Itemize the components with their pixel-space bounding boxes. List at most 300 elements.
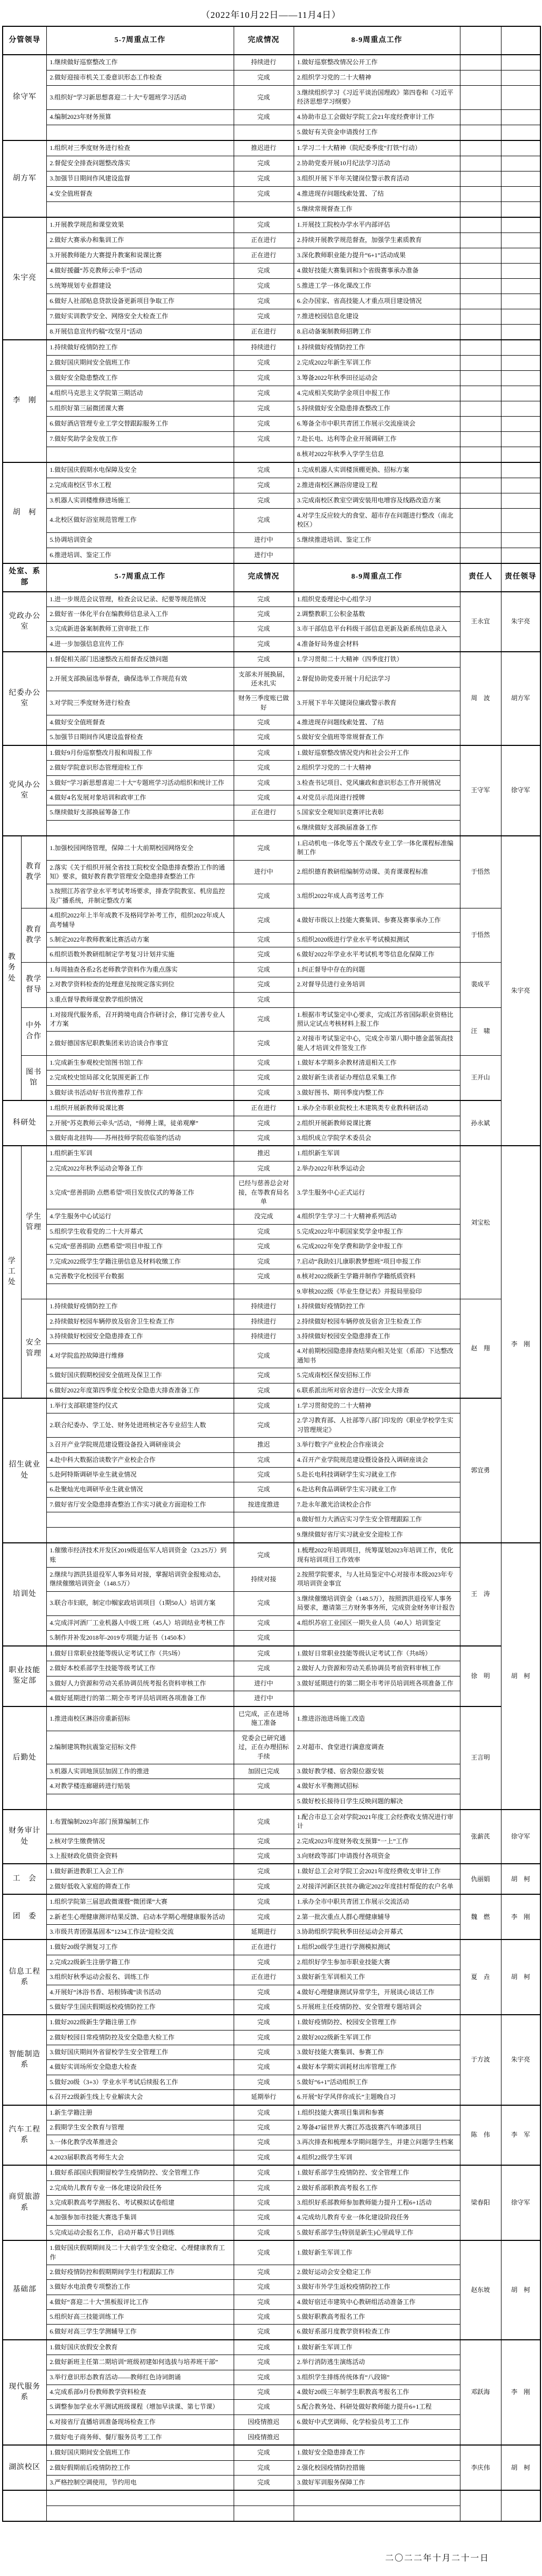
task-week8-9: 1.梳理2022年培训项目，统筹谋划2023年培训工作，优化现有培训项目工作效率 <box>294 1543 460 1567</box>
task-week8-9: 1.做好日常职业技能等级认定考试工作（共8场） <box>294 1646 460 1661</box>
task-week5-7: 2.做好低收入家庭的筛查工作 <box>46 1879 234 1894</box>
task-week5-7: 3.做好水电浪费专项整治工作 <box>46 2280 234 2295</box>
task-week5-7: 3.完成“慈善捐助 点燃希望”项目发放仪式的筹备工作 <box>46 1176 234 1209</box>
task-week8-9: 5.做好“6+1”活动组织工作 <box>294 2075 460 2089</box>
task-week5-7: 2.做好德国客尼职教集团来访洽谈合作事宜 <box>46 1032 234 1056</box>
task-week5-7: 5.继续做好支部换届筹备工作 <box>46 805 234 820</box>
task-week5-7: 3.一体化教学改革推进会 <box>46 2135 234 2150</box>
status-cell: 进行中 <box>234 548 294 563</box>
task-week8-9: 3.做好市外学生返校疫情防控工作 <box>294 2280 460 2295</box>
person-cell: 夏 垚 <box>460 1939 501 2015</box>
task-week5-7: 4.进一步加强信息宣传工作 <box>46 637 234 652</box>
task-week5-7: 7.完成2022级学生学籍注册信息及材料收缴工作 <box>46 1254 234 1269</box>
status-cell: 完成 <box>234 493 294 508</box>
task-week8-9: 5.推进工学一体化课改工作 <box>294 278 460 294</box>
task-week5-7: 5.组织好第三届微团课大赛 <box>46 401 234 416</box>
person-cell: 仇丽娟 <box>460 1864 501 1894</box>
status-cell: 完成 <box>234 2195 294 2210</box>
status-cell: 完成 <box>234 2280 294 2295</box>
task-week8-9: 6.筹备全市中职共青团工作展示交流座谈会 <box>294 416 460 431</box>
task-week8-9: 5.做好职教高考报名工作 <box>294 2310 460 2325</box>
leader-label: 徐守军 <box>3 55 46 140</box>
person-cell: 王言明 <box>460 1706 501 1810</box>
status-cell: 已经与慈善总会对接，在等教育局名单 <box>234 1176 294 1209</box>
dept-label: 湖滨校区 <box>3 2445 46 2490</box>
status-cell: 完成 <box>234 1955 294 1969</box>
task-week5-7: 3.召开产业学院规范建设暨设备投入调研座谈会 <box>46 1438 234 1452</box>
task-week5-7: 1.组织开展新教师说课比赛 <box>46 1100 234 1116</box>
task-week8-9: 2.做好2022级新生军训工作 <box>294 2030 460 2045</box>
task-week8-9: 4.推进现存问题线索处置、了结 <box>294 186 460 201</box>
task-week8-9: 1.做好本学期多余教材清退相关工作 <box>294 1056 460 1070</box>
person-cell <box>460 233 501 248</box>
task-week8-9: 3.组织成立学院学术委员会 <box>294 1131 460 1146</box>
status-cell: 完成 <box>234 1630 294 1646</box>
dept-label: 招生就业处 <box>3 1398 46 1543</box>
task-week8-9: 7.赴永年激光洽谈校企合作 <box>294 1497 460 1512</box>
footer-date: 二〇二二年十月二十一日 <box>385 2554 489 2563</box>
task-week8-9: 6.联系派出所对宿舍进行一次安全大排查 <box>294 1383 460 1398</box>
status-cell <box>234 2506 294 2522</box>
task-week8-9: 1.推进浴池进场施工改造 <box>294 1706 460 1731</box>
status-cell: 完成 <box>234 1910 294 1924</box>
task-week5-7: 1.做好新进教职工入会工作 <box>46 1864 234 1879</box>
status-cell: 完成 <box>234 1056 294 1070</box>
status-cell: 正在进行 <box>234 1939 294 1955</box>
dept-label: 科研处 <box>3 1100 46 1146</box>
task-week5-7: 5.加强节日期间作风建设监督检查 <box>46 730 234 745</box>
task-week5-7: 3.重点督导教师课堂教学组织情况 <box>46 992 234 1007</box>
task-week8-9: 1.学习贯彻二十大精神（四季度打铁） <box>294 652 460 667</box>
task-week8-9: 1.学习贯彻党的二十大精神 <box>294 1398 460 1413</box>
task-week5-7: 8.完善数字化校园平台数据 <box>46 1269 234 1284</box>
status-cell <box>234 1794 294 1810</box>
task-week8-9: 5.完成南校区保安招标工作 <box>294 1368 460 1383</box>
leader-cell <box>501 263 540 278</box>
status-cell: 因疫情推迟 <box>234 2415 294 2429</box>
status-cell: 完成 <box>234 1161 294 1176</box>
status-cell: 完成 <box>234 730 294 745</box>
task-week5-7: 7.做好省厅安全隐患排查整治工作实习就业方面迎检工作 <box>46 1497 234 1512</box>
status-cell: 持续进行 <box>234 1329 294 1344</box>
leader-cell <box>501 109 540 125</box>
task-week5-7: 3.机器人实训楼维修进场施工 <box>46 493 234 508</box>
status-cell: 完成 <box>234 637 294 652</box>
task-week8-9: 3.做好图书、期刊季度内整工作 <box>294 1085 460 1100</box>
task-week5-7: 3.按照江苏省学业水平考试考场要求，排查学院教室、机房监控及广播系统，并制定整改方案 <box>46 884 234 908</box>
status-cell: 完成 <box>234 2265 294 2279</box>
task-week8-9: 4.做好20级三年制学生职教高考报名工作 <box>294 2385 460 2400</box>
status-cell: 完成 <box>234 2180 294 2195</box>
status-cell: 完成 <box>234 1085 294 1100</box>
task-week8-9: 3.举行数字产业校企合作座谈会 <box>294 1438 460 1452</box>
task-week5-7: 7.做好实训教学安全、网络安全大检查工作 <box>46 309 234 324</box>
task-week5-7: 3.持续做好校园安全隐患排查工作 <box>46 1329 234 1344</box>
task-week5-7 <box>46 447 234 462</box>
status-cell: 进行中 <box>234 1691 294 1707</box>
leader-cell: 李 刚 <box>501 1146 540 1543</box>
status-cell <box>234 447 294 462</box>
task-week5-7: 6.做好酒店管理专业工学交替跟踪服务工作 <box>46 416 234 431</box>
status-cell: 完成 <box>234 217 294 233</box>
task-week8-9: 1.开展技工院校办学水平内部评估 <box>294 217 460 233</box>
status-cell: 完成 <box>234 1615 294 1630</box>
task-week8-9: 2.组织开展新教师说课比赛 <box>294 1116 460 1130</box>
task-week8-9 <box>294 2506 460 2522</box>
leader-cell: 胡 柯 <box>501 1543 540 1810</box>
task-week5-7: 4.加强参加市技能大赛选手集训 <box>46 2210 234 2225</box>
task-week8-9: 4.做好宿迁市建筑中心教研组活动准备工作 <box>294 2295 460 2309</box>
task-week8-9: 4.准备好局务虚会材料 <box>294 637 460 652</box>
dept-label: 财务审计处 <box>3 1810 46 1864</box>
task-week5-7: 3.上报财政化债资金资料 <box>46 1848 234 1864</box>
status-cell: 持续对接 <box>234 1567 294 1591</box>
task-week5-7: 1.加强校园网络管理，保障二十大前期校园网络安全 <box>46 836 234 860</box>
task-week8-9: 4.组织苏宿工业园区一期失业人员（40人）培训鉴定 <box>294 1615 460 1630</box>
task-week8-9: 1.组织20级学生进行学测模拟测试 <box>294 1939 460 1955</box>
status-cell: 推迟 <box>234 1146 294 1161</box>
status-cell: 完成 <box>234 1116 294 1130</box>
status-cell: 推迟进行 <box>234 140 294 156</box>
status-cell: 完成 <box>234 2240 294 2265</box>
task-week5-7: 3.做好人力资源和劳动关系协调员统考报名资料审核工作 <box>46 1676 234 1691</box>
dept-label: 商贸旅游系 <box>3 2165 46 2240</box>
leader-cell: 朱宇亮 <box>501 592 540 652</box>
leader-label: 胡 柯 <box>3 462 46 563</box>
person-cell <box>460 109 501 125</box>
task-week8-9: 2.组织学习党的二十大精神 <box>294 761 460 775</box>
dept-label: 教务处 <box>3 836 21 1100</box>
sub-dept-label: 教育教学 <box>21 836 46 908</box>
task-week5-7: 1.做好2022级新生学籍注册工作 <box>46 2015 234 2030</box>
dept-label: 基础部 <box>3 2240 46 2340</box>
person-cell <box>460 478 501 493</box>
status-cell: 完成 <box>234 1864 294 1879</box>
task-week5-7: 1.对接现代服务系，召开跨境电商合作研讨会，修订完善专业人才方案 <box>46 1007 234 1032</box>
task-week5-7 <box>46 125 234 140</box>
task-week8-9: 5.做好有关资金申请拨付工作 <box>294 125 460 140</box>
status-cell: 完成 <box>234 2150 294 2165</box>
status-cell: 完成 <box>234 263 294 278</box>
task-week8-9: 3.向财政等部门申请拨付各项资金 <box>294 1848 460 1864</box>
status-cell: 完成 <box>234 278 294 294</box>
task-week8-9: 1.学习二十大精神（院纪委季度“打铁”行动） <box>294 140 460 156</box>
status-cell <box>234 1284 294 1299</box>
task-week5-7: 5.做好20级（3+3）学业水平考试后续报名工作 <box>46 2075 234 2089</box>
task-week8-9 <box>294 1691 460 1707</box>
leader-label: 朱宇亮 <box>3 217 46 340</box>
task-week5-7: 2.做好学院意识形态管理迎检工作 <box>46 761 234 775</box>
task-week5-7 <box>46 1512 234 1528</box>
status-cell <box>234 125 294 140</box>
status-cell: 完成 <box>234 2445 294 2460</box>
task-week8-9: 8.核对2022级新生学籍并制作学籍纸质资料 <box>294 1269 460 1284</box>
task-week5-7: 2.核对学生缴费情况 <box>46 1834 234 1848</box>
task-week5-7: 5.制定2022年教师教案比赛活动方案 <box>46 932 234 947</box>
status-cell: 完成 <box>234 1254 294 1269</box>
leader-cell <box>501 70 540 86</box>
status-cell: 完成 <box>234 2460 294 2475</box>
task-week5-7 <box>46 1284 234 1299</box>
dept-label: 后勤处 <box>3 1706 46 1810</box>
status-cell: 已完成，正在进场施工准备 <box>234 1706 294 1731</box>
status-cell: 完成 <box>234 932 294 947</box>
header-cell: 分管领导 <box>3 26 46 55</box>
task-week5-7: 2.完成南校区节水工程 <box>46 478 234 493</box>
status-cell: 完成 <box>234 370 294 386</box>
leader-cell <box>501 508 540 532</box>
leader-cell <box>501 532 540 548</box>
task-week5-7: 2.对教学资料检查的处理意见按规定落实到位 <box>46 977 234 992</box>
task-week8-9: 2.对接洋河新区扶贫办确定2022年度挂村帮促的农户名单 <box>294 1879 460 1894</box>
status-cell: 完成 <box>234 1848 294 1864</box>
status-cell: 完成 <box>234 2120 294 2135</box>
task-week8-9: 6.做好中式烹调师、化学检验员考工工作 <box>294 2415 460 2429</box>
task-week5-7: 1.做好国庆假期水电保障及安全 <box>46 462 234 478</box>
dept-label: 信息工程系 <box>3 1939 46 2015</box>
dept-label: 党政办公室 <box>3 592 46 652</box>
status-cell: 完成 <box>234 745 294 761</box>
task-week5-7: 5.统筹规划专业群建设 <box>46 278 234 294</box>
task-week5-7: 3.完成职教高考学测报名、考试模拟试卷组建 <box>46 2195 234 2210</box>
task-week5-7: 4.完成洋河酒厂工业机器人中级工班（45人）培训结业考核工作 <box>46 1615 234 1630</box>
status-cell: 完成 <box>234 1834 294 1848</box>
task-week5-7: 1.做好国庆期间安全值班工作 <box>46 2445 234 2460</box>
dept-label <box>3 2490 46 2521</box>
leader-cell <box>501 217 540 233</box>
status-cell: 完成 <box>234 622 294 637</box>
task-week5-7 <box>46 2490 234 2506</box>
leader-cell <box>501 309 540 324</box>
status-cell: 完成 <box>234 592 294 607</box>
task-week8-9: 3.学生服务中心正式运行 <box>294 1176 460 1209</box>
task-week5-7: 4.做好延期进行的第二期全市考评员培训班各项准备工作 <box>46 1691 234 1707</box>
task-week8-9: 4.完成幼儿教育专业一体化建设阶段任务 <box>294 2210 460 2225</box>
person-cell <box>460 462 501 478</box>
leader-cell <box>501 355 540 370</box>
task-week5-7: 4.安全值班督查 <box>46 186 234 201</box>
task-week5-7: 5.协调培训资金 <box>46 532 234 548</box>
task-week5-7: 3.完成新进备案制教师工资审批工作 <box>46 622 234 637</box>
task-week8-9: 3.筹备2022年秋季田径运动会 <box>294 370 460 386</box>
status-cell: 持续进行 <box>234 1314 294 1329</box>
task-week8-9 <box>294 1630 460 1646</box>
task-week8-9: 1.承办全市中职共青团工作展示交流活动 <box>294 1894 460 1910</box>
status-cell: 支部未开展换届，还未扎实 <box>234 667 294 691</box>
task-week5-7: 4.开展好“沐浴书香、培根铸魂”读书活动 <box>46 1985 234 1999</box>
task-week8-9: 1.组织技能大赛项目集训和参赛 <box>294 2105 460 2120</box>
task-week8-9: 3.完成南校区教室空调安装用电增容及线路改造方案 <box>294 493 460 508</box>
leader-cell: 徐守军 <box>501 2165 540 2240</box>
task-week8-9: 6.继续做好支部换届准备工作 <box>294 820 460 836</box>
status-cell: 完成 <box>234 884 294 908</box>
task-week8-9: 7.推进校园信息化建设 <box>294 309 460 324</box>
task-week5-7: 2.做好大赛承办和集训工作 <box>46 233 234 248</box>
task-week8-9: 4.组织学生学习二十大精神系列活动 <box>294 1209 460 1224</box>
task-week5-7: 6.推进培训、鉴定工作 <box>46 548 234 563</box>
status-cell: 完成 <box>234 1368 294 1383</box>
status-cell: 完成 <box>234 431 294 447</box>
task-week5-7: 2.开展支部换届选举督查，确保选举工作规范有效 <box>46 667 234 691</box>
person-cell: 于悟然 <box>460 908 501 963</box>
task-week8-9: 1.承办全市职业院校土木建筑类专业教科研活动 <box>294 1100 460 1116</box>
status-cell: 正在进行 <box>234 248 294 263</box>
task-week5-7: 1.做好9月份巡察整改月报和周报工作 <box>46 745 234 761</box>
person-cell: 李庆伟 <box>460 2445 501 2490</box>
task-week8-9: 3.持续做好校园安全隐患排查工作 <box>294 1329 460 1344</box>
task-week5-7: 3.做好读书活动好书宣传推荐工作 <box>46 1085 234 1100</box>
person-cell <box>460 86 501 110</box>
status-cell: 完成 <box>234 171 294 186</box>
status-cell: 完成 <box>234 1468 294 1482</box>
status-cell: 完成 <box>234 977 294 992</box>
task-week8-9: 4.对党员示范岗进行授牌 <box>294 791 460 805</box>
status-cell: 完成 <box>234 1239 294 1254</box>
task-week5-7: 1.开展教学规范和课堂效果 <box>46 217 234 233</box>
task-week8-9: 5.做好安全值班等常规督查工作 <box>294 730 460 745</box>
person-cell <box>460 156 501 171</box>
person-cell <box>460 370 501 386</box>
task-week5-7 <box>46 1794 234 1810</box>
person-cell <box>460 201 501 217</box>
task-week5-7: 6.召开22级新生线上专业解读大会 <box>46 2090 234 2105</box>
sub-dept-label: 中外合作 <box>21 1007 46 1056</box>
task-week8-9: 2.对超市、食堂进行满意度调查 <box>294 1731 460 1764</box>
status-cell: 完成 <box>234 416 294 431</box>
task-week5-7: 7.做好电子商务师、餐厅服务员考工工作 <box>46 2430 234 2446</box>
person-cell: 邓跃海 <box>460 2340 501 2445</box>
status-cell: 完成 <box>234 2325 294 2340</box>
task-week8-9: 2.强化校园疫情防控措施 <box>294 2460 460 2475</box>
task-week5-7: 5.组织学生收看党的二十大开幕式 <box>46 1224 234 1239</box>
task-week5-7: 4.组织马克思主义学院第三期活动 <box>46 386 234 401</box>
task-week8-9: 4.做好水平衡测试招标 <box>294 1779 460 1794</box>
status-cell: 完成 <box>234 386 294 401</box>
status-cell: 完成 <box>234 2030 294 2045</box>
dept-label: 现代服务系 <box>3 2340 46 2445</box>
task-week8-9: 1.做好巡察整改情况公开工作 <box>294 55 460 70</box>
task-week5-7: 1.督促相关部门迅速整改五组督查反馈问题 <box>46 652 234 667</box>
header-cell: 完成情况 <box>234 26 294 55</box>
status-cell: 正在进行 <box>234 324 294 340</box>
task-week5-7: 7.做好奖助学金发放工作 <box>46 431 234 447</box>
task-week8-9: 2.组织学习党的二十大精神 <box>294 70 460 86</box>
task-week8-9: 3.组织开展下半年关键岗位警示教育活动 <box>294 171 460 186</box>
task-week8-9: 2.做好新生读者证办理信息采集工作 <box>294 1070 460 1085</box>
task-week5-7: 4.2023届职教高考师生大会 <box>46 2150 234 2165</box>
status-cell: 正在进行 <box>234 1100 294 1116</box>
task-week8-9: 3.做好新生军训相关工作 <box>294 1970 460 1985</box>
task-week8-9: 2.举办2022年秋季运动会 <box>294 1161 460 1176</box>
task-week5-7: 4.学生服务中心试运行 <box>46 1209 234 1224</box>
status-cell: 推迟 <box>234 1438 294 1452</box>
task-week8-9: 3.做好延期进行的第二期全市考评员培训班各项准备工作 <box>294 1676 460 1691</box>
task-week8-9: 2.调整教职工公积金基数 <box>294 607 460 621</box>
task-week5-7: 6.赴聚灿光电调研毕业生就业情况 <box>46 1482 234 1497</box>
task-week5-7: 6.做好2022年度第四季度全校安全隐患大排查准备工作 <box>46 1383 234 1398</box>
leader-cell: 朱宇亮 <box>501 836 540 1146</box>
leader-cell <box>501 370 540 386</box>
task-week5-7: 3.举行意识形态教育活动——教师红色诗词朗诵 <box>46 2370 234 2385</box>
task-week5-7: 1.组织对三季度财务进行检查 <box>46 140 234 156</box>
document-date-range: （2022年10月22日——11月4日） <box>201 10 341 20</box>
header-cell: 8-9周重点工作 <box>294 563 460 592</box>
person-cell: 王 涛 <box>460 1543 501 1646</box>
task-week8-9: 1.做好系部学生疫情防控、安全管理工作 <box>294 2165 460 2180</box>
task-week5-7: 4.北校区做好浴室规范管理工作 <box>46 508 234 532</box>
task-week8-9 <box>294 548 460 563</box>
task-week8-9: 2.组织德育教研组编制劳动课、美育课课程标准 <box>294 860 460 884</box>
leader-cell <box>501 233 540 248</box>
leader-cell: 胡方军 <box>501 652 540 745</box>
status-cell: 财务三季度账已做好 <box>234 691 294 715</box>
task-week8-9: 2.举行消防逃生演练活动 <box>294 2355 460 2370</box>
status-cell: 完成 <box>234 2045 294 2060</box>
task-week8-9: 1.做好巡察整改情况党内和社会公开工作 <box>294 745 460 761</box>
status-cell: 完成 <box>234 2225 294 2240</box>
status-cell: 进行中 <box>234 860 294 884</box>
status-cell <box>234 1512 294 1528</box>
person-cell: 王永宜 <box>460 592 501 652</box>
leader-cell <box>501 125 540 140</box>
dept-label: 纪委办公室 <box>3 652 46 745</box>
task-week8-9: 2.按照学院要求，与人社局鉴定中心对接市本级2023年专项培训资金事宜 <box>294 1567 460 1591</box>
leader-cell <box>501 248 540 263</box>
task-week5-7: 1.组织新生军训 <box>46 1146 234 1161</box>
leader-cell <box>501 431 540 447</box>
task-week5-7: 1.完成新生参观校史馆图书馆工作 <box>46 1056 234 1070</box>
task-week5-7: 3.开展教师能力大赛提升教案和说课比赛 <box>46 248 234 263</box>
person-cell <box>460 431 501 447</box>
leader-cell: 朱宇亮 <box>501 2015 540 2105</box>
status-cell: 进行中 <box>234 532 294 548</box>
person-cell: 周 波 <box>460 652 501 745</box>
task-week5-7: 1.继续做好巡察整改工作 <box>46 55 234 70</box>
status-cell: 完成 <box>234 2370 294 2385</box>
person-cell: 郭宜勇 <box>460 1398 501 1543</box>
task-week8-9: 4.完成相关奖助学金项目申报工作 <box>294 386 460 401</box>
task-week8-9: 1.持续做好疫情防控工作 <box>294 1299 460 1314</box>
leader-cell <box>501 493 540 508</box>
task-week5-7: 1.做好国庆假期期间及二十大前学生安全稳定、心理健康教育工作 <box>46 2240 234 2265</box>
task-week8-9: 1.完成机器人实训楼顶棚更换、招标方案 <box>294 462 460 478</box>
person-cell <box>460 493 501 508</box>
task-week8-9: 1.组织党委理论中心组学习 <box>294 592 460 607</box>
task-week5-7: 1.每周抽查各系2名老师教学资料作为重点落实 <box>46 962 234 977</box>
task-week5-7: 2.督促安全排查问题整改落实 <box>46 156 234 171</box>
task-week8-9: 1.做好新生军训工作 <box>294 2340 460 2355</box>
leader-cell: 胡 柯 <box>501 2445 540 2490</box>
dept-label: 培训处 <box>3 1543 46 1646</box>
status-cell: 没完成 <box>234 1209 294 1224</box>
task-week5-7: 5.调整参加学业水平测试班级课程（增加早读课、第七节课） <box>46 2400 234 2415</box>
task-week8-9: 1.持续做好疫情防控工作 <box>294 340 460 356</box>
status-cell <box>234 820 294 836</box>
leader-cell <box>501 478 540 493</box>
task-week5-7 <box>46 201 234 217</box>
status-cell: 完成 <box>234 992 294 1007</box>
person-cell: 徐 明 <box>460 1646 501 1706</box>
status-cell <box>234 1528 294 1543</box>
person-cell <box>460 171 501 186</box>
leader-cell: 胡 柯 <box>501 1864 540 1894</box>
task-week8-9: 2.第一批次重点人群心理健康辅导 <box>294 1910 460 1924</box>
task-week5-7: 5.赴阿特斯调研毕业生就业情况 <box>46 1468 234 1482</box>
status-cell: 完成 <box>234 2210 294 2225</box>
person-cell: 王开山 <box>460 1056 501 1101</box>
status-cell: 完成 <box>234 2476 294 2491</box>
leader-cell <box>501 2490 540 2521</box>
